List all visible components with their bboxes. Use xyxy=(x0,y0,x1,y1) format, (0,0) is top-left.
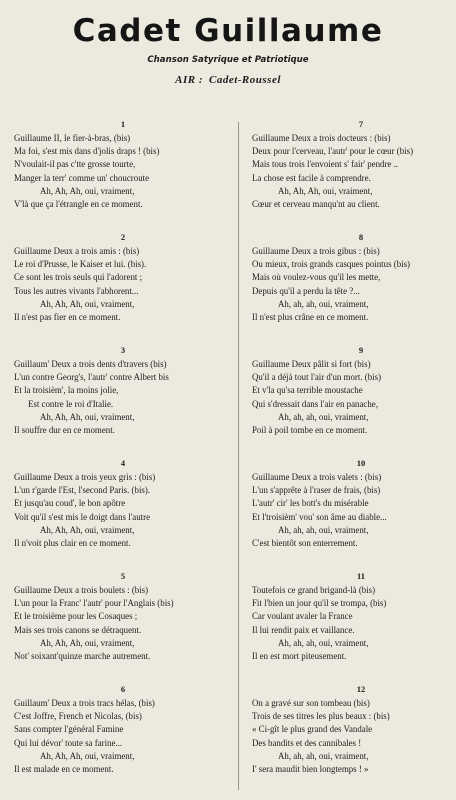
stanza-number: 3 xyxy=(120,345,126,355)
verse-line: Qui lui dévor' toute sa farine... xyxy=(14,737,123,748)
verse-line: Guillaume Deux a trois docteurs : (bis) xyxy=(252,133,391,143)
verse-line: N'voulait-il pas c'tte grosse tourte, xyxy=(14,159,136,170)
verse-line: Ah, Ah, Ah, oui, vraiment, xyxy=(40,185,135,196)
stanza-number: 8 xyxy=(358,232,364,242)
stanza-number: 10 xyxy=(356,458,366,468)
stanza xyxy=(14,231,232,344)
verse-line: L'un r'garde l'Est, l'second Paris. (bis). xyxy=(14,485,151,496)
verse-line: C'est Joffre, French et Nicolas, (bis) xyxy=(14,711,142,722)
verse-line: Cœur et cerveau manqu'nt au client. xyxy=(252,199,380,210)
verse-line: Et l'troisièm' vou' son âme au diable... xyxy=(252,511,387,522)
verse-line: Ma foi, s'est mis dans d'jolis draps ! (bis) xyxy=(14,146,160,157)
right-verse-column xyxy=(252,118,456,796)
left-verse-column xyxy=(14,118,232,796)
verse-line: Le roi d'Prusse, le Kaiser et lui. (bis). xyxy=(14,259,147,270)
verse-line: Mais tous trois l'envoient s' fair' pendre .. xyxy=(252,159,399,170)
stanza-number: 11 xyxy=(356,571,366,581)
verse-line: Fit l'bien un jour qu'il se trompa, (bis) xyxy=(252,598,387,609)
verse-line: Deux pour l'cerveau, l'autr' pour le cœur (bis) xyxy=(252,146,414,157)
verse-line: Depuis qu'il a perdu la tête ?... xyxy=(252,285,360,296)
verse-line: Il souffre dur en ce moment. xyxy=(14,425,115,436)
verse-line: I' sera maudit bien longtemps ! » xyxy=(252,764,369,775)
verse-line: Manger la terr' comme un' choucroute xyxy=(14,172,150,183)
verse-line: Ah, Ah, Ah, oui, vraiment, xyxy=(40,750,135,761)
stanza-number: 4 xyxy=(120,458,126,468)
stanza xyxy=(14,683,232,796)
verse-line: Qui s'dressait dans l'air en panache, xyxy=(252,398,378,409)
stanza-number: 9 xyxy=(358,345,364,355)
verse-columns xyxy=(0,118,456,798)
verse-line: Voit qu'il s'est mis le doigt dans l'autre xyxy=(14,511,151,522)
verse-line: Guillaume Deux a trois amis : (bis) xyxy=(14,246,140,256)
stanza xyxy=(252,683,456,796)
verse-line: Guillaum' Deux a trois dents d'travers (bis) xyxy=(14,359,167,369)
stanza-number: 12 xyxy=(356,684,366,694)
verse-line: Et v'la qu'sa terrible moustache xyxy=(252,385,363,396)
verse-line: L'un contre Georg's, l'autr' contre Albert bis xyxy=(14,372,169,383)
stanza-number: 5 xyxy=(120,571,126,581)
verse-line: Ou mieux, trois grands casques pointus (bis) xyxy=(252,259,411,270)
stanza-number: 2 xyxy=(120,232,126,242)
verse-line: On a gravé sur son tombeau (bis) xyxy=(252,698,370,708)
verse-line: Poil à poil tombe en ce moment. xyxy=(252,425,368,436)
verse-line: Tous les autres vivants l'abhorent... xyxy=(14,285,139,296)
verse-line: Guillaume Deux pâlit si fort (bis) xyxy=(252,359,371,369)
stanza xyxy=(252,570,456,683)
stanza-number: 7 xyxy=(358,119,364,129)
verse-line: « Ci-gît le plus grand des Vandale xyxy=(252,724,373,735)
verse-line: La chose est facile à comprendre. xyxy=(252,172,371,183)
verse-line: Il n'voit plus clair en ce moment. xyxy=(14,538,131,549)
song-title: Cadet Guillaume xyxy=(72,13,384,49)
verse-line: L'un pour la Franc' l'autr' pour l'Anglais (bis) xyxy=(14,598,174,609)
stanza xyxy=(14,118,232,231)
verse-line: Ah, ah, ah, oui, vraiment, xyxy=(278,637,369,648)
verse-line: Il en est mort piteusement. xyxy=(252,651,347,662)
stanza xyxy=(252,231,456,344)
verse-line: Ce sont les trois seuls qui l'adorent ; xyxy=(14,272,143,283)
stanza xyxy=(14,344,232,457)
song-subtitle: Chanson Satyrique et Patriotique xyxy=(147,55,309,65)
verse-line: Trois de ses titres les plus beaux : (bis) xyxy=(252,711,390,722)
tune-name: Cadet-Roussel xyxy=(208,74,281,86)
verse-line: Il n'est pas fier en ce moment. xyxy=(14,312,121,323)
stanza-number: 1 xyxy=(120,119,126,129)
verse-line: Il est malade en ce moment. xyxy=(14,764,114,775)
verse-line: Ah, Ah, Ah, oui, vraiment, xyxy=(40,298,135,309)
verse-line: L'un s'apprête à l'raser de frais, (bis) xyxy=(252,485,381,496)
stanza xyxy=(252,457,456,570)
verse-line: Sans compter l'général Famine xyxy=(14,724,124,735)
stanza xyxy=(14,570,232,683)
verse-line: Mais ses trois canons se détraquent. xyxy=(14,624,142,635)
verse-line: C'est bientôt son enterrement. xyxy=(252,538,358,549)
stanza-number: 6 xyxy=(120,684,126,694)
verse-line: Est contre le roi d'Italie. xyxy=(28,398,114,409)
stanza xyxy=(252,118,456,231)
verse-line: Not' soixant'quinze marche autrement. xyxy=(14,651,151,662)
tune-line xyxy=(6,74,450,86)
verse-line: Mais où voulez-vous qu'il les mette, xyxy=(252,272,381,283)
tune-label: AIR : xyxy=(175,74,203,86)
verse-line: Il n'est plus crâne en ce moment. xyxy=(252,312,369,323)
stanza xyxy=(14,457,232,570)
verse-line: L'autr' cir' les bott's du misérable xyxy=(252,498,369,509)
verse-line: Guillaume Deux a trois valets : (bis) xyxy=(252,472,382,482)
verse-line: Des bandits et des cannibales ! xyxy=(252,737,362,748)
verse-line: Qu'il a déjà tout l'air d'un mort. (bis) xyxy=(252,372,382,383)
verse-line: Car voulant avaler la France xyxy=(252,611,353,622)
verse-line: Et la troisièm', la moins jolie, xyxy=(14,385,119,396)
verse-line: Ah, Ah, Ah, oui, vraiment, xyxy=(40,524,135,535)
verse-line: Ah, ah, ah, oui, vraiment, xyxy=(278,524,369,535)
verse-line: Guillaume II, le fier-à-bras, (bis) xyxy=(14,133,131,143)
verse-line: Et jusqu'au coud', le bon apôtre xyxy=(14,498,126,509)
verse-line: Et le troisième pour les Cosaques ; xyxy=(14,611,138,622)
verse-line: Toutefois ce grand brigand-là (bis) xyxy=(252,585,376,595)
column-divider xyxy=(238,122,239,790)
verse-line: V'là que ça l'étrangle en ce moment. xyxy=(14,199,143,210)
verse-line: Guillaume Deux a trois boulets : (bis) xyxy=(14,585,149,595)
verse-line: Guillaum' Deux a trois tracs hélas, (bis) xyxy=(14,698,155,708)
verse-line: Ah, ah, ah, oui, vraiment, xyxy=(278,750,369,761)
verse-line: Ah, Ah, Ah, oui, vraiment, xyxy=(40,637,135,648)
verse-line: Ah, ah, ah, oui, vraiment, xyxy=(278,411,369,422)
verse-line: Guillaume Deux a trois yeux gris : (bis) xyxy=(14,472,156,482)
stanza xyxy=(252,344,456,457)
verse-line: Ah, Ah, Ah, oui, vraiment, xyxy=(278,185,373,196)
verse-line: Ah, ah, ah, oui, vraiment, xyxy=(278,298,369,309)
verse-line: Guillaume Deux a trois gibus : (bis) xyxy=(252,246,380,256)
verse-line: Ah, Ah, Ah, oui, vraiment, xyxy=(40,411,135,422)
verse-line: Il lui rendit paix et vaillance. xyxy=(252,624,355,635)
